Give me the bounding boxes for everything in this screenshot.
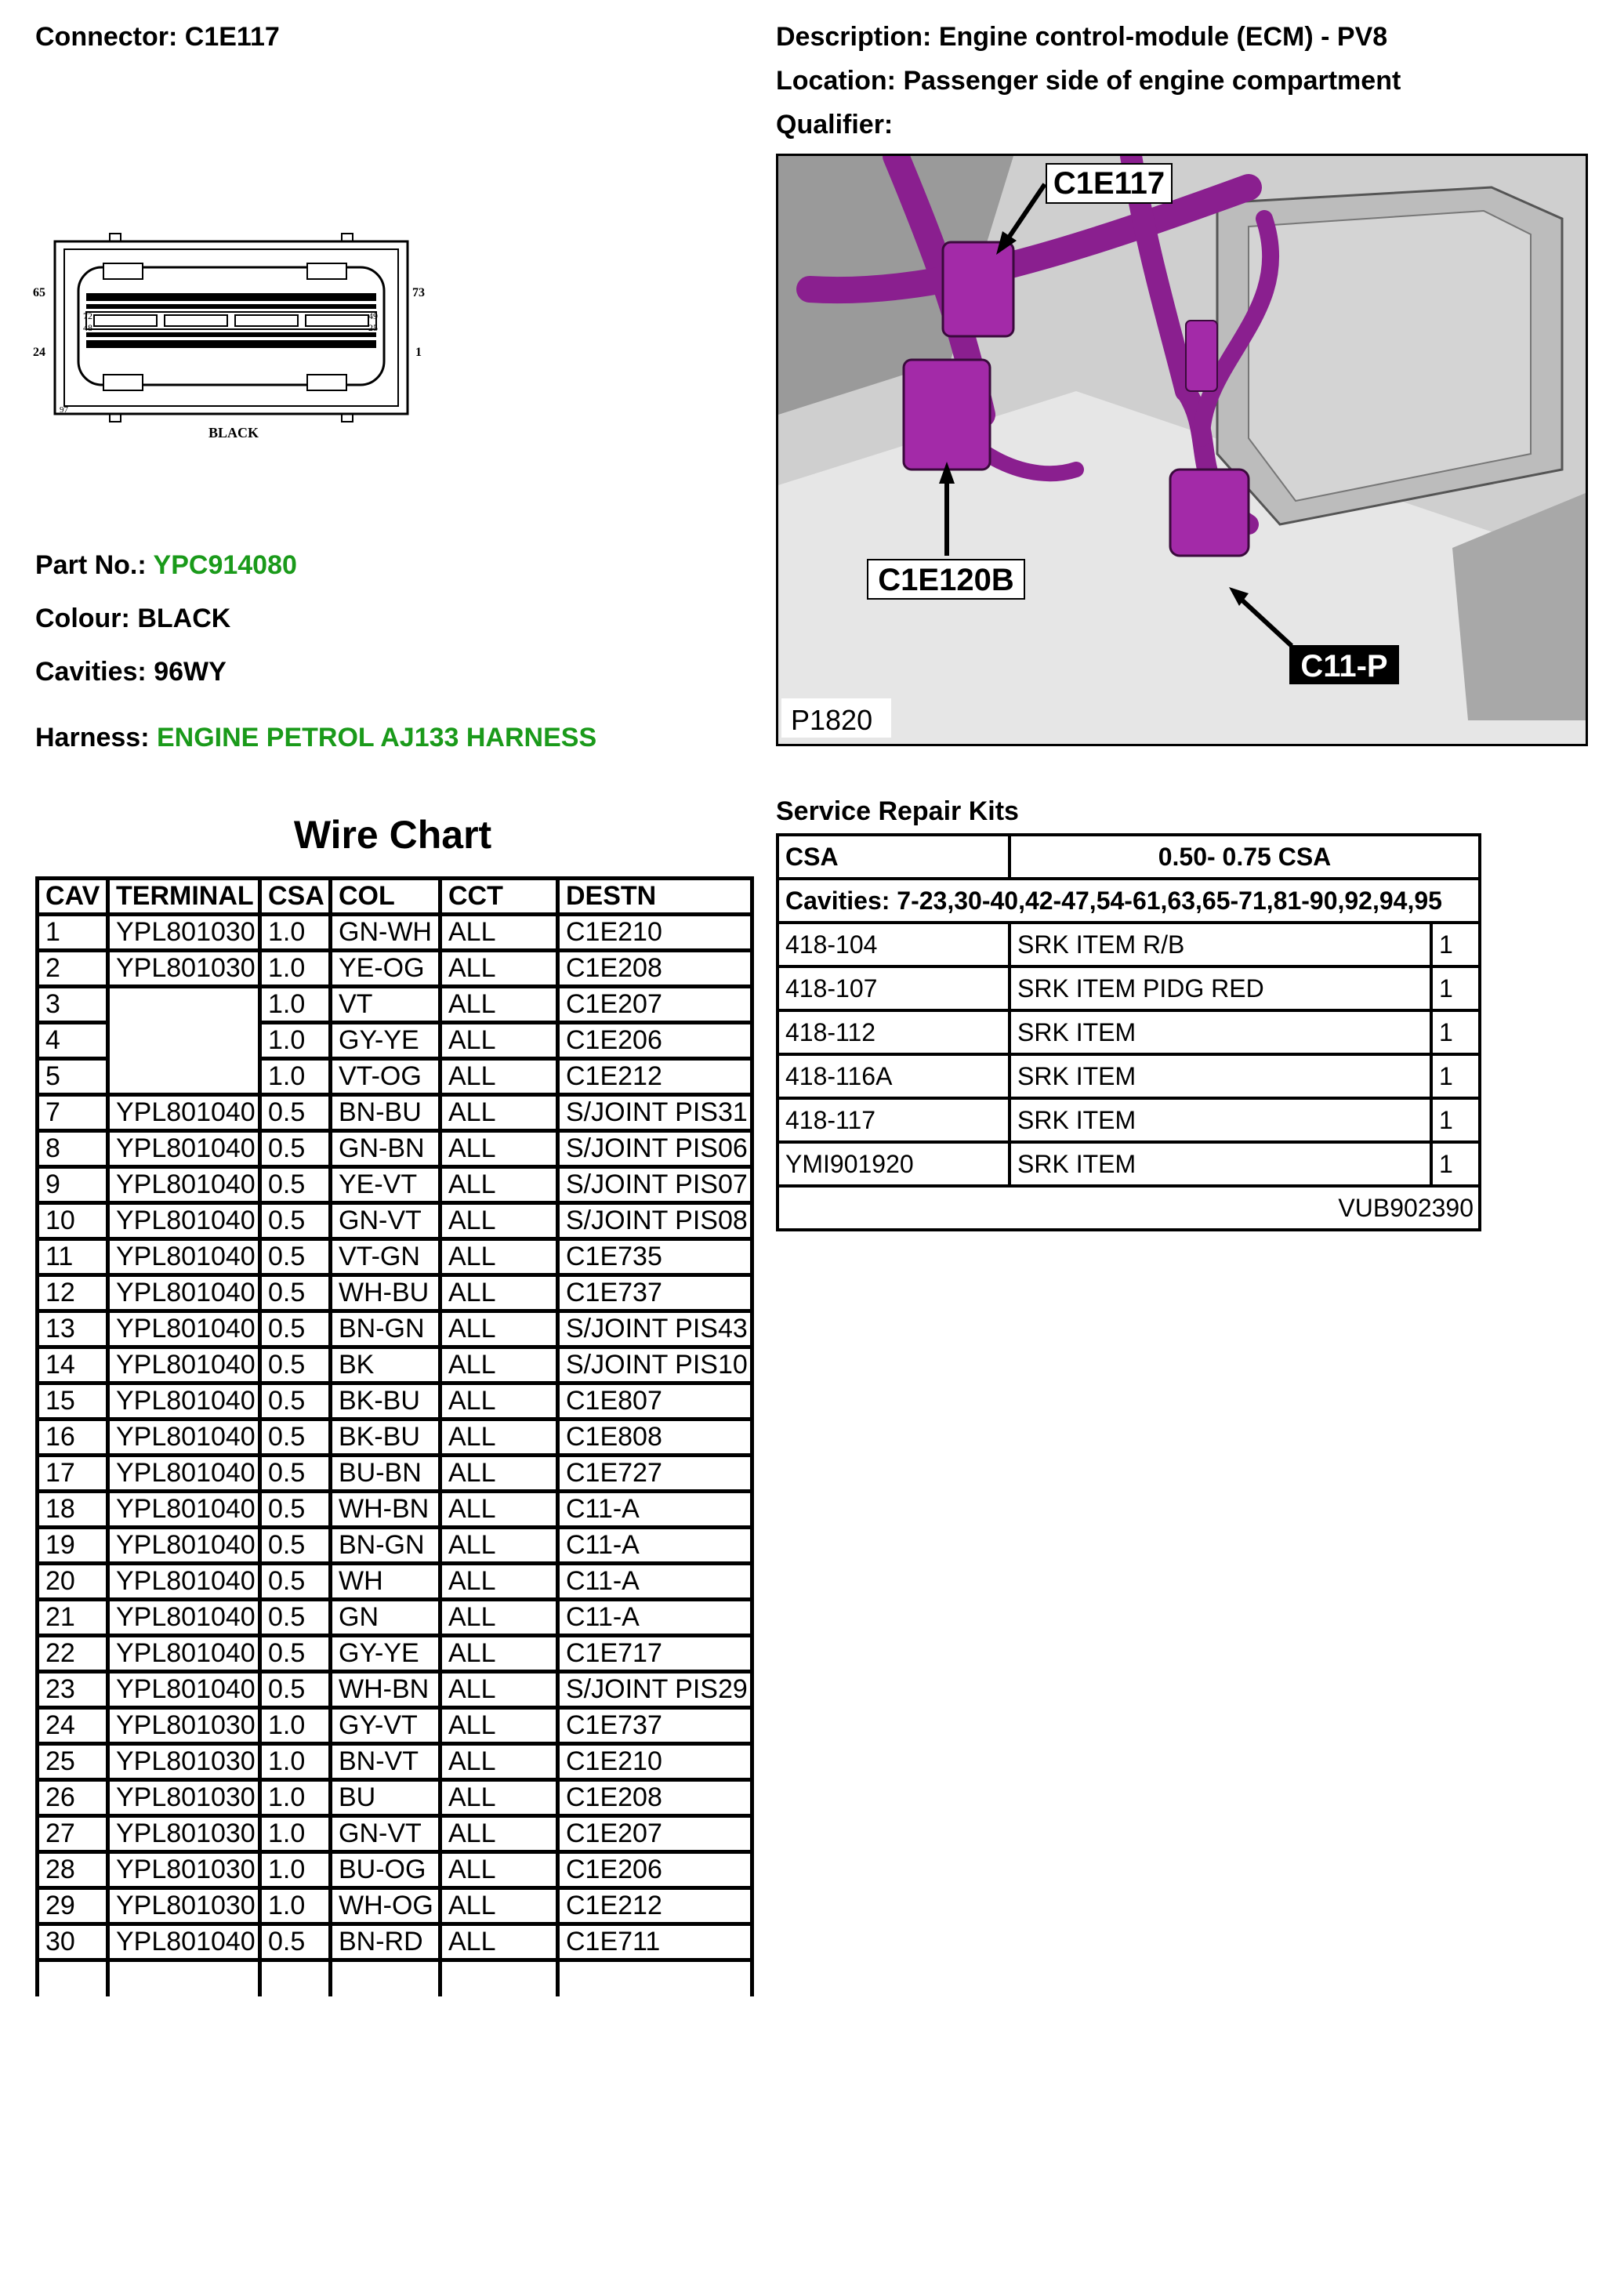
wire-cell-destn: C1E717 [558, 1636, 752, 1672]
wire-chart-row [38, 1852, 752, 1888]
wire-cell-cav: 13 [38, 1311, 108, 1347]
wire-cell-terminal: YPL801040 [108, 1131, 260, 1167]
wire-cell-destn: S/JOINT PIS29 [558, 1672, 752, 1708]
wire-cell-cav: 24 [38, 1708, 108, 1744]
wire-cell-destn: C1E808 [558, 1420, 752, 1456]
wire-cell-cct: ALL [440, 1131, 558, 1167]
wire-cell-terminal: YPL801040 [108, 1636, 260, 1672]
kits-cavities-line: Cavities: 7-23,30-40,42-47,54-61,63,65-71,81-90,92,94,95 [778, 879, 1480, 923]
connector-face-svg [31, 232, 439, 444]
kit-row [778, 1054, 1480, 1098]
wire-cell-col: GN [331, 1600, 440, 1636]
wire-cell-csa: 0.5 [260, 1924, 331, 1960]
header-cav: CAV [38, 879, 108, 915]
kit-cell-kit: 418-104 [778, 923, 1010, 966]
wire-cell-csa: 1.0 [260, 915, 331, 951]
wire-cell-csa: 1.0 [260, 1023, 331, 1059]
wire-chart-row [38, 1708, 752, 1744]
wire-chart-row [38, 1347, 752, 1383]
wire-cell-csa: 1.0 [260, 1780, 331, 1816]
wire-cell-terminal: YPL801040 [108, 1528, 260, 1564]
kit-cell-kit: 418-112 [778, 1010, 1010, 1054]
wire-chart-row [38, 1924, 752, 1960]
kit-cell-qty: 1 [1431, 1010, 1480, 1054]
wire-cell-col: VT-OG [331, 1059, 440, 1095]
wire-cell-terminal [108, 1059, 260, 1095]
wire-chart-row [38, 1311, 752, 1347]
wire-cell-csa: 0.5 [260, 1383, 331, 1420]
wire-cell-csa: 0.5 [260, 1420, 331, 1456]
wire-cell-csa: 0.5 [260, 1672, 331, 1708]
wire-cell-destn: C11-A [558, 1492, 752, 1528]
kit-cell-desc: SRK ITEM [1010, 1098, 1431, 1142]
wire-cell-cav: 5 [38, 1059, 108, 1095]
wire-cell-terminal: YPL801030 [108, 1816, 260, 1852]
wire-cell-csa: 0.5 [260, 1167, 331, 1203]
pin-label-inner-left-bottom: 48 [83, 322, 92, 333]
header-col: COL [331, 879, 440, 915]
callout-c11p: C11-P [1300, 649, 1388, 684]
pin-label-inner-left-top: 72 [83, 310, 92, 321]
wire-chart-row [38, 1672, 752, 1708]
wire-cell-terminal: YPL801030 [108, 1888, 260, 1924]
wire-chart-row [38, 951, 752, 987]
wire-cell-destn: S/JOINT PIS43 [558, 1311, 752, 1347]
wire-cell-destn: C1E807 [558, 1383, 752, 1420]
wire-cell-terminal: YPL801040 [108, 1492, 260, 1528]
wire-cell-cav: 20 [38, 1564, 108, 1600]
kit-cell-qty: 1 [1431, 1142, 1480, 1186]
connector-value: C1E117 [184, 22, 280, 52]
kits-cavities-row [778, 879, 1480, 923]
wire-cell-cct: ALL [440, 1924, 558, 1960]
wire-cell-cct: ALL [440, 951, 558, 987]
pin-label-bottom-left: 24 [33, 346, 45, 359]
wire-cell-col: GY-VT [331, 1708, 440, 1744]
wire-cell-cct: ALL [440, 1888, 558, 1924]
wire-cell-empty [558, 1960, 752, 1996]
header-terminal: TERMINAL [108, 879, 260, 915]
wire-chart-title: Wire Chart [293, 813, 492, 857]
wire-cell-cct: ALL [440, 1708, 558, 1744]
pin-label-inner-right-bottom: 25 [368, 322, 378, 333]
harness-label: Harness: [35, 723, 150, 752]
kits-csa-label: CSA [778, 835, 1010, 879]
wire-cell-col: YE-OG [331, 951, 440, 987]
wire-cell-empty [108, 1960, 260, 1996]
wire-cell-cct: ALL [440, 1816, 558, 1852]
wire-cell-terminal: YPL801030 [108, 951, 260, 987]
wire-cell-col: BK-BU [331, 1383, 440, 1420]
wire-cell-cct: ALL [440, 1095, 558, 1131]
wire-cell-terminal: YPL801040 [108, 1420, 260, 1456]
wire-chart-row [38, 1456, 752, 1492]
wire-cell-csa: 1.0 [260, 1708, 331, 1744]
wire-cell-cav: 17 [38, 1456, 108, 1492]
wire-cell-destn: S/JOINT PIS10 [558, 1347, 752, 1383]
wire-chart-row [38, 1600, 752, 1636]
wire-cell-cav: 9 [38, 1167, 108, 1203]
wire-cell-cct: ALL [440, 1167, 558, 1203]
wire-cell-cav: 14 [38, 1347, 108, 1383]
header-destn: DESTN [558, 879, 752, 915]
kit-cell-desc: SRK ITEM R/B [1010, 923, 1431, 966]
wire-chart-row [38, 1636, 752, 1672]
wire-chart-row [38, 1744, 752, 1780]
wire-chart-row [38, 1492, 752, 1528]
wire-cell-col: WH-OG [331, 1888, 440, 1924]
wire-cell-cct: ALL [440, 1239, 558, 1275]
wire-cell-empty [260, 1960, 331, 1996]
wire-cell-csa: 0.5 [260, 1275, 331, 1311]
wire-cell-cct: ALL [440, 1023, 558, 1059]
wire-cell-terminal: YPL801040 [108, 1347, 260, 1383]
wire-cell-cav: 23 [38, 1672, 108, 1708]
wire-cell-csa: 1.0 [260, 1852, 331, 1888]
wire-cell-destn: C1E212 [558, 1059, 752, 1095]
wire-cell-terminal: YPL801030 [108, 915, 260, 951]
connector-face-diagram [31, 232, 439, 444]
wire-cell-col: WH [331, 1564, 440, 1600]
wire-cell-cav: 8 [38, 1131, 108, 1167]
cavities-label: Cavities: [35, 657, 147, 687]
description-label: Description: [776, 22, 932, 52]
kit-cell-desc: SRK ITEM [1010, 1054, 1431, 1098]
wire-cell-cav: 21 [38, 1600, 108, 1636]
wire-chart-row [38, 1131, 752, 1167]
wire-cell-destn: C1E206 [558, 1023, 752, 1059]
wire-chart-blank-row [38, 1960, 752, 1996]
kit-cell-kit: 418-117 [778, 1098, 1010, 1142]
kit-cell-kit: 418-116A [778, 1054, 1010, 1098]
kit-cell-desc: SRK ITEM PIDG RED [1010, 966, 1431, 1010]
wire-chart-row [38, 1420, 752, 1456]
wire-cell-csa: 0.5 [260, 1347, 331, 1383]
wire-chart-row [38, 915, 752, 951]
wire-cell-csa: 0.5 [260, 1095, 331, 1131]
wire-chart-header-row [38, 879, 752, 915]
wire-cell-destn: C11-A [558, 1528, 752, 1564]
kit-row [778, 966, 1480, 1010]
wire-cell-terminal: YPL801040 [108, 1924, 260, 1960]
header-cct: CCT [440, 879, 558, 915]
wire-chart-row [38, 1564, 752, 1600]
wire-cell-terminal: YPL801030 [108, 1852, 260, 1888]
kit-cell-desc: SRK ITEM [1010, 1142, 1431, 1186]
wire-cell-cav: 28 [38, 1852, 108, 1888]
description-value: Engine control-module (ECM) - PV8 [938, 22, 1388, 52]
wire-chart-row [38, 1888, 752, 1924]
wire-cell-csa: 0.5 [260, 1636, 331, 1672]
wire-chart-row [38, 1059, 752, 1095]
wire-cell-destn: C1E711 [558, 1924, 752, 1960]
wire-chart-row [38, 1816, 752, 1852]
wire-cell-cct: ALL [440, 1420, 558, 1456]
wire-cell-csa: 0.5 [260, 1311, 331, 1347]
harness-value[interactable]: ENGINE PETROL AJ133 HARNESS [156, 723, 597, 752]
wire-cell-col: VT-GN [331, 1239, 440, 1275]
wire-cell-cct: ALL [440, 1672, 558, 1708]
wire-cell-csa: 1.0 [260, 951, 331, 987]
wire-cell-destn: C1E737 [558, 1275, 752, 1311]
wire-cell-col: BK [331, 1347, 440, 1383]
wire-cell-csa: 0.5 [260, 1600, 331, 1636]
wire-cell-cav: 18 [38, 1492, 108, 1528]
wire-cell-csa: 0.5 [260, 1528, 331, 1564]
wire-cell-csa: 0.5 [260, 1203, 331, 1239]
pin-label-top-right: 73 [412, 286, 425, 299]
service-repair-kits-title: Service Repair Kits [776, 796, 1019, 826]
wire-cell-col: BN-BU [331, 1095, 440, 1131]
wire-cell-terminal [108, 987, 260, 1023]
wire-chart-row [38, 1275, 752, 1311]
wire-cell-cav: 26 [38, 1780, 108, 1816]
wire-cell-destn: C11-A [558, 1564, 752, 1600]
wire-cell-csa: 0.5 [260, 1131, 331, 1167]
kits-csa-value: 0.50- 0.75 CSA [1010, 835, 1480, 879]
wire-chart-row [38, 1239, 752, 1275]
wire-cell-cav: 12 [38, 1275, 108, 1311]
wire-cell-col: BN-GN [331, 1528, 440, 1564]
wire-cell-destn: S/JOINT PIS07 [558, 1167, 752, 1203]
wire-cell-cct: ALL [440, 1311, 558, 1347]
wire-cell-terminal: YPL801040 [108, 1383, 260, 1420]
wire-cell-col: BN-VT [331, 1744, 440, 1780]
wire-cell-cav: 19 [38, 1528, 108, 1564]
wire-cell-destn: C1E206 [558, 1852, 752, 1888]
kits-csa-row [778, 835, 1480, 879]
wire-cell-col: BU [331, 1780, 440, 1816]
kit-cell-qty: 1 [1431, 923, 1480, 966]
connector-label: Connector: [35, 22, 178, 52]
kit-cell-qty: 1 [1431, 966, 1480, 1010]
wire-cell-cav: 22 [38, 1636, 108, 1672]
wire-cell-cav: 3 [38, 987, 108, 1023]
qualifier-line [776, 110, 893, 140]
wire-cell-cav: 16 [38, 1420, 108, 1456]
location-photo-svg [778, 156, 1586, 744]
wire-cell-terminal: YPL801040 [108, 1275, 260, 1311]
wire-cell-col: GN-VT [331, 1203, 440, 1239]
wire-cell-col: BU-OG [331, 1852, 440, 1888]
wire-cell-destn: C1E735 [558, 1239, 752, 1275]
wire-cell-terminal: YPL801040 [108, 1311, 260, 1347]
wire-cell-col: BN-GN [331, 1311, 440, 1347]
header-csa: CSA [260, 879, 331, 915]
wire-cell-cav: 11 [38, 1239, 108, 1275]
wire-cell-cav: 15 [38, 1383, 108, 1420]
wire-cell-col: GN-WH [331, 915, 440, 951]
wire-cell-col: WH-BN [331, 1672, 440, 1708]
wire-cell-terminal: YPL801030 [108, 1744, 260, 1780]
qualifier-label: Qualifier: [776, 110, 894, 140]
wire-cell-cct: ALL [440, 1528, 558, 1564]
wire-cell-cav: 29 [38, 1888, 108, 1924]
wire-cell-cav: 30 [38, 1924, 108, 1960]
wire-cell-csa: 0.5 [260, 1239, 331, 1275]
colour-label: Colour: [35, 604, 130, 633]
wire-cell-cct: ALL [440, 1456, 558, 1492]
cavities-value: 96WY [154, 657, 227, 687]
wire-cell-terminal: YPL801040 [108, 1672, 260, 1708]
pin-label-bottom-right: 1 [415, 346, 422, 359]
wire-cell-col: YE-VT [331, 1167, 440, 1203]
wire-cell-destn: S/JOINT PIS06 [558, 1131, 752, 1167]
wire-chart-row [38, 1023, 752, 1059]
colour-line [35, 604, 230, 634]
wire-chart-table [35, 876, 754, 1996]
wire-cell-col: WH-BU [331, 1275, 440, 1311]
wire-cell-csa: 1.0 [260, 1888, 331, 1924]
wire-cell-terminal: YPL801040 [108, 1203, 260, 1239]
location-label: Location: [776, 66, 896, 96]
wire-cell-terminal [108, 1023, 260, 1059]
wire-chart-row [38, 1167, 752, 1203]
wire-cell-col: BU-BN [331, 1456, 440, 1492]
wire-cell-destn: C1E208 [558, 951, 752, 987]
wire-cell-terminal: YPL801040 [108, 1600, 260, 1636]
wire-cell-cav: 10 [38, 1203, 108, 1239]
pin-label-corner: 97 [60, 405, 68, 415]
wire-cell-cct: ALL [440, 1347, 558, 1383]
wire-cell-csa: 0.5 [260, 1564, 331, 1600]
wire-cell-csa: 1.0 [260, 987, 331, 1023]
wire-cell-csa: 1.0 [260, 1059, 331, 1095]
wire-cell-terminal: YPL801040 [108, 1167, 260, 1203]
wire-chart-row [38, 1095, 752, 1131]
wire-cell-empty [331, 1960, 440, 1996]
location-line [776, 66, 1401, 96]
wire-cell-destn: S/JOINT PIS31 [558, 1095, 752, 1131]
wire-cell-destn: C1E210 [558, 1744, 752, 1780]
wire-cell-col: BK-BU [331, 1420, 440, 1456]
wire-chart-row [38, 1203, 752, 1239]
wire-cell-cct: ALL [440, 1564, 558, 1600]
wire-cell-cct: ALL [440, 1383, 558, 1420]
wire-cell-cct: ALL [440, 1852, 558, 1888]
kit-cell-kit: YMI901920 [778, 1142, 1010, 1186]
pin-label-top-left: 65 [33, 286, 45, 299]
cavities-line [35, 657, 227, 687]
wire-chart-row [38, 987, 752, 1023]
wire-cell-csa: 1.0 [260, 1744, 331, 1780]
wire-cell-cav: 7 [38, 1095, 108, 1131]
kits-footer-ref: VUB902390 [778, 1186, 1480, 1230]
wire-cell-cct: ALL [440, 1744, 558, 1780]
wire-cell-col: GY-YE [331, 1023, 440, 1059]
wire-cell-col: GN-VT [331, 1816, 440, 1852]
kits-footer-row [778, 1186, 1480, 1230]
wire-cell-destn: C11-A [558, 1600, 752, 1636]
wire-cell-cct: ALL [440, 1203, 558, 1239]
location-value: Passenger side of engine compartment [903, 66, 1401, 96]
wire-cell-csa: 1.0 [260, 1816, 331, 1852]
description-line [776, 22, 1387, 53]
wire-cell-cct: ALL [440, 1780, 558, 1816]
wire-cell-terminal: YPL801030 [108, 1780, 260, 1816]
wire-cell-destn: C1E727 [558, 1456, 752, 1492]
wire-cell-csa: 0.5 [260, 1492, 331, 1528]
wire-cell-col: GN-BN [331, 1131, 440, 1167]
kit-row [778, 1010, 1480, 1054]
wire-cell-col: BN-RD [331, 1924, 440, 1960]
connector-colour-caption: BLACK [208, 425, 259, 441]
wire-cell-destn: C1E210 [558, 915, 752, 951]
wire-chart-row [38, 1383, 752, 1420]
wire-cell-destn: C1E207 [558, 1816, 752, 1852]
connector-line [35, 22, 280, 53]
wire-cell-cct: ALL [440, 1059, 558, 1095]
wire-cell-cav: 27 [38, 1816, 108, 1852]
kit-row [778, 1142, 1480, 1186]
wire-chart-row [38, 1528, 752, 1564]
wire-cell-terminal: YPL801040 [108, 1239, 260, 1275]
wire-cell-col: VT [331, 987, 440, 1023]
wire-cell-terminal: YPL801030 [108, 1708, 260, 1744]
harness-line [35, 723, 596, 753]
callout-c1e120b: C1E120B [878, 563, 1014, 597]
wire-cell-cct: ALL [440, 987, 558, 1023]
wire-cell-destn: C1E208 [558, 1780, 752, 1816]
part-number-value[interactable]: YPC914080 [153, 550, 297, 580]
pin-label-inner-right-top: 49 [368, 310, 378, 321]
service-repair-kits-table [776, 833, 1481, 1231]
wire-cell-empty [440, 1960, 558, 1996]
part-number-line [35, 550, 297, 581]
kit-cell-kit: 418-107 [778, 966, 1010, 1010]
kit-cell-qty: 1 [1431, 1054, 1480, 1098]
photo-ref: P1820 [791, 704, 873, 736]
wire-cell-cct: ALL [440, 1600, 558, 1636]
wire-cell-terminal: YPL801040 [108, 1456, 260, 1492]
kit-row [778, 1098, 1480, 1142]
wire-cell-cav: 25 [38, 1744, 108, 1780]
wire-cell-cct: ALL [440, 915, 558, 951]
wire-cell-terminal: YPL801040 [108, 1564, 260, 1600]
wire-cell-destn: C1E212 [558, 1888, 752, 1924]
kit-row [778, 923, 1480, 966]
wire-cell-cav: 2 [38, 951, 108, 987]
wire-cell-destn: C1E737 [558, 1708, 752, 1744]
callout-c1e117: C1E117 [1053, 166, 1165, 201]
wire-cell-cct: ALL [440, 1636, 558, 1672]
wire-cell-cct: ALL [440, 1492, 558, 1528]
wire-cell-cav: 1 [38, 915, 108, 951]
wire-cell-col: WH-BN [331, 1492, 440, 1528]
wire-cell-destn: S/JOINT PIS08 [558, 1203, 752, 1239]
wire-chart-row [38, 1780, 752, 1816]
part-number-label: Part No.: [35, 550, 147, 580]
kit-cell-desc: SRK ITEM [1010, 1010, 1431, 1054]
wire-cell-cct: ALL [440, 1275, 558, 1311]
wire-cell-cav: 4 [38, 1023, 108, 1059]
wire-cell-col: GY-YE [331, 1636, 440, 1672]
kit-cell-qty: 1 [1431, 1098, 1480, 1142]
wire-cell-destn: C1E207 [558, 987, 752, 1023]
wire-cell-empty [38, 1960, 108, 1996]
colour-value: BLACK [137, 604, 231, 633]
wire-cell-csa: 0.5 [260, 1456, 331, 1492]
location-photo [776, 154, 1588, 746]
wire-cell-terminal: YPL801040 [108, 1095, 260, 1131]
